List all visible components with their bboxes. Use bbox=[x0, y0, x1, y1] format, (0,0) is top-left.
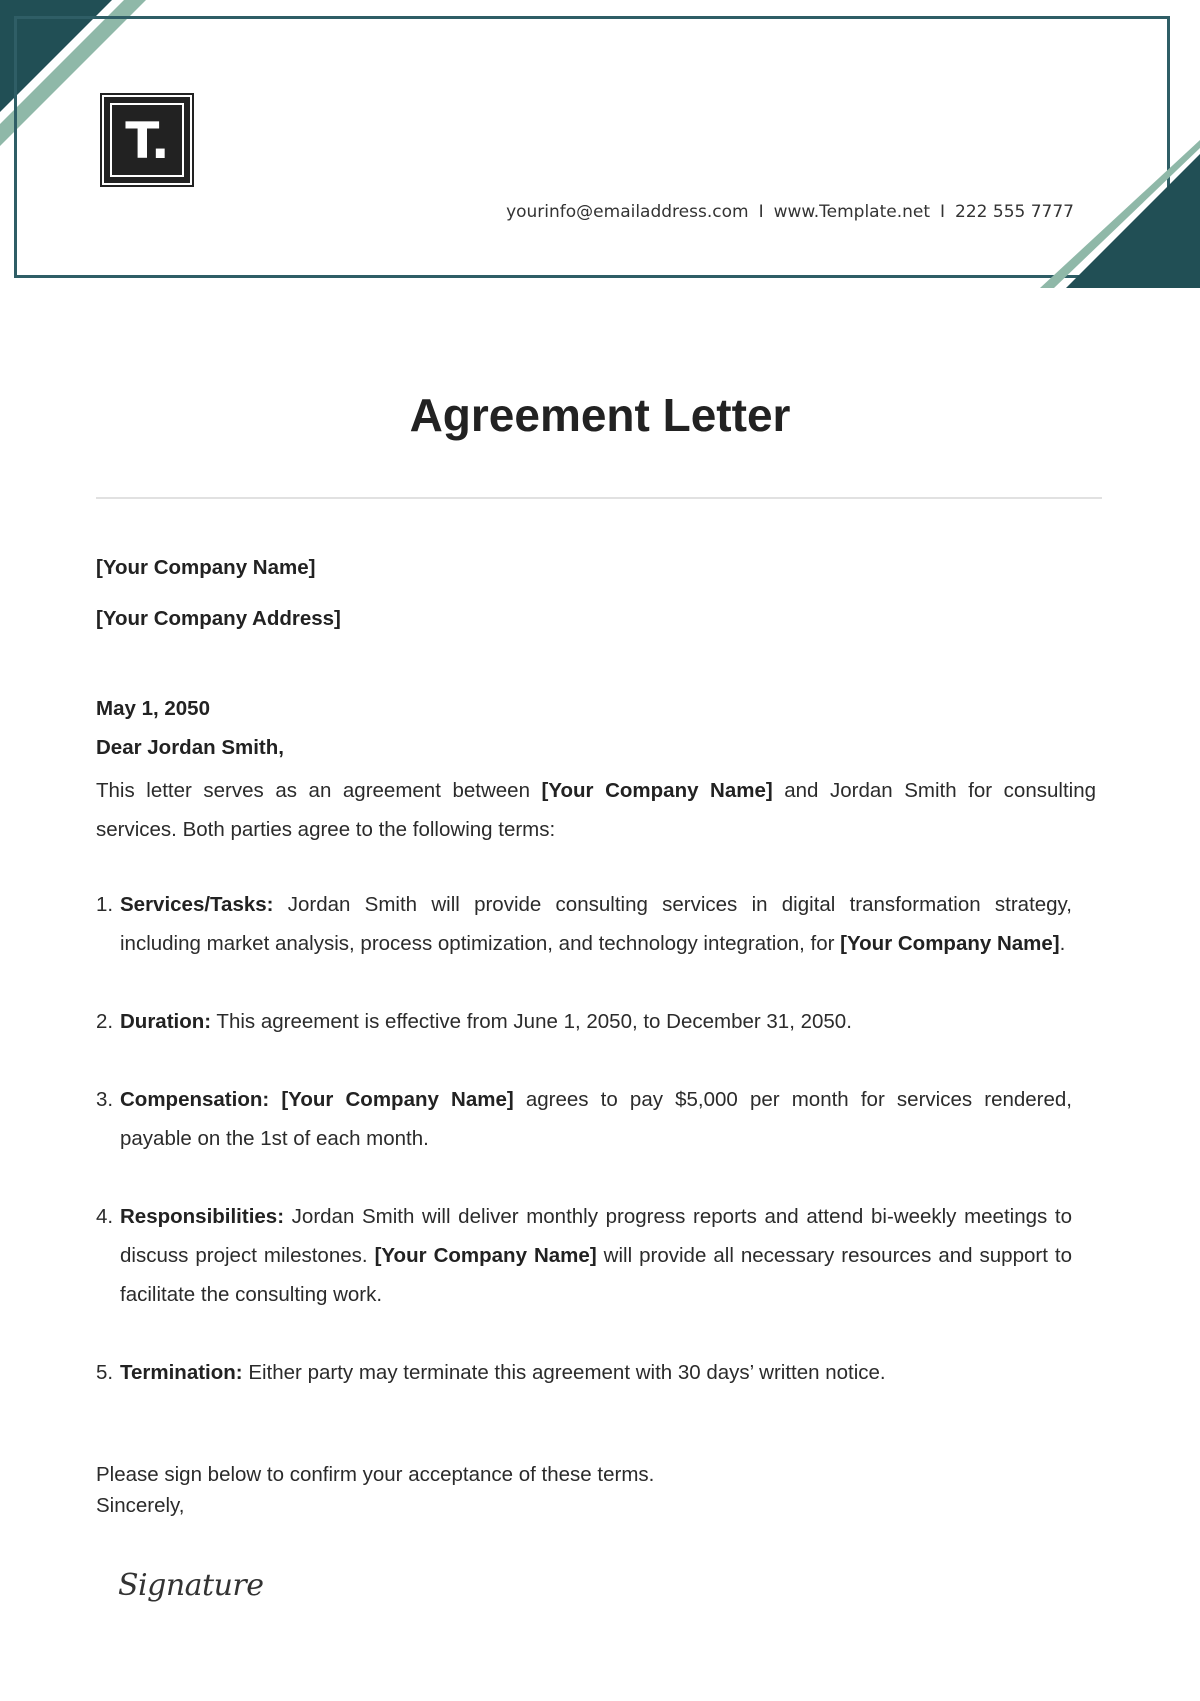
term-text-after: . bbox=[1059, 932, 1066, 955]
term-company-placeholder: [Your Company Name] bbox=[840, 932, 1060, 955]
term-number: 5. bbox=[96, 1361, 114, 1384]
term-label: Termination: bbox=[120, 1361, 243, 1384]
term-company-placeholder: [Your Company Name] bbox=[374, 1244, 597, 1267]
term-text: Either party may terminate this agreement with 30 days’ written notice. bbox=[242, 1361, 886, 1384]
signature: Signature bbox=[118, 1568, 264, 1603]
term-label: Responsibilities: bbox=[120, 1205, 285, 1228]
contact-separator: I bbox=[940, 202, 946, 222]
signoff: Sincerely, bbox=[96, 1494, 185, 1517]
logo-text: T. bbox=[110, 103, 184, 177]
intro-text-before: This letter serves as an agreement between bbox=[96, 779, 542, 802]
term-item-duration bbox=[96, 1002, 1072, 1041]
term-text-after: will provide all necessary resources and support to facilitate the consulting work. bbox=[120, 1244, 1072, 1306]
term-company-placeholder: [Your Company Name] bbox=[281, 1088, 514, 1111]
term-item-responsibilities bbox=[96, 1197, 1072, 1314]
intro-paragraph bbox=[96, 771, 1096, 849]
term-text: Jordan Smith will provide consulting services in digital transformation strategy, including market analysis, process optimization, and technology integration, for bbox=[120, 893, 1072, 955]
contact-email: yourinfo@emailaddress.com bbox=[506, 202, 749, 222]
closing-line: Please sign below to confirm your acceptance of these terms. bbox=[96, 1463, 655, 1486]
term-item-compensation bbox=[96, 1080, 1072, 1158]
term-text: Jordan Smith will deliver monthly progress reports and attend bi-weekly meetings to discuss project milestones. bbox=[120, 1205, 1072, 1267]
letter-date: May 1, 2050 bbox=[96, 697, 210, 720]
term-number: 3. bbox=[96, 1088, 114, 1111]
term-text-after: agrees to pay $5,000 per month for services rendered, payable on the 1st of each month. bbox=[120, 1088, 1072, 1150]
company-logo bbox=[104, 97, 190, 183]
company-name: [Your Company Name] bbox=[96, 556, 316, 579]
term-number: 1. bbox=[96, 893, 114, 916]
contact-separator: I bbox=[758, 202, 764, 222]
terms-list bbox=[96, 885, 1072, 1431]
term-item-termination bbox=[96, 1353, 1072, 1392]
term-label: Duration: bbox=[120, 1010, 212, 1033]
term-label: Compensation: bbox=[120, 1088, 270, 1111]
term-text: This agreement is effective from June 1, 2050, to December 31, 2050. bbox=[211, 1010, 852, 1033]
intro-company-placeholder: [Your Company Name] bbox=[541, 779, 773, 802]
salutation: Dear Jordan Smith, bbox=[96, 736, 284, 759]
term-label: Services/Tasks: bbox=[120, 893, 274, 916]
company-address: [Your Company Address] bbox=[96, 607, 341, 630]
document-title: Agreement Letter bbox=[409, 389, 791, 441]
contact-info bbox=[506, 202, 1074, 222]
intro-text-after: and Jordan Smith for consulting services. Both parties agree to the following terms: bbox=[96, 779, 1096, 841]
title-divider bbox=[96, 497, 1102, 499]
term-number: 4. bbox=[96, 1205, 114, 1228]
term-item-services bbox=[96, 885, 1072, 963]
contact-website: www.Template.net bbox=[773, 202, 931, 222]
contact-phone: 222 555 7777 bbox=[955, 202, 1074, 222]
term-number: 2. bbox=[96, 1010, 114, 1033]
